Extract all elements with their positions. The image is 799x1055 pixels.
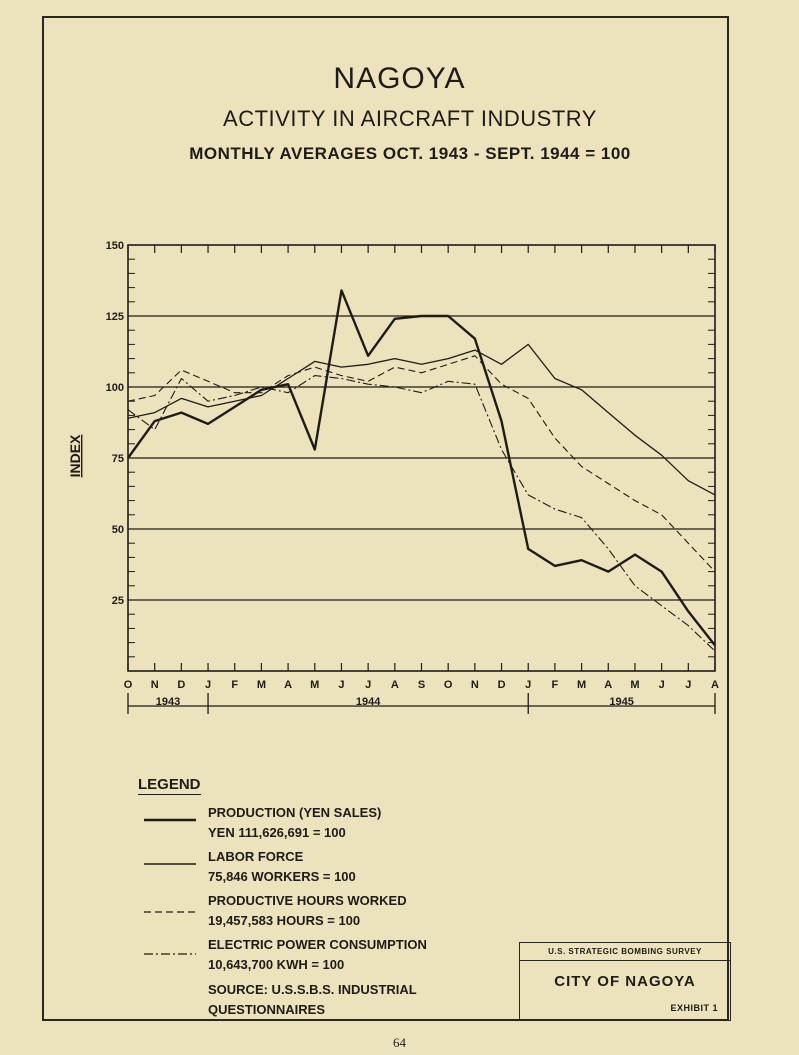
y-tick-label: 75 bbox=[111, 453, 124, 465]
y-axis-label: INDEX bbox=[67, 434, 83, 478]
x-tick-label: A bbox=[284, 679, 293, 691]
legend-label: PRODUCTION (YEN SALES) bbox=[208, 805, 382, 820]
y-tick-label: 100 bbox=[105, 382, 124, 394]
y-tick-label: 25 bbox=[111, 595, 124, 607]
year-label: 1944 bbox=[355, 696, 381, 708]
ussbs-city: CITY OF NAGOYA bbox=[554, 973, 696, 990]
x-tick-label: M bbox=[256, 679, 266, 691]
ussbs-header: U.S. STRATEGIC BOMBING SURVEY bbox=[520, 943, 730, 961]
series-lines bbox=[128, 290, 715, 651]
x-tick-label: F bbox=[551, 679, 559, 691]
x-tick-label: J bbox=[525, 679, 532, 691]
legend-swatch-productive-hours bbox=[144, 909, 196, 915]
x-tick-label: N bbox=[150, 679, 159, 691]
legend-label: PRODUCTIVE HOURS WORKED bbox=[208, 893, 407, 908]
x-tick-label: D bbox=[497, 679, 506, 691]
legend-label: ELECTRIC POWER CONSUMPTION bbox=[208, 937, 427, 952]
year-label: 1945 bbox=[609, 696, 634, 708]
x-tick-label: F bbox=[231, 679, 239, 691]
chart-subtitle-baseline: MONTHLY AVERAGES OCT. 1943 - SEPT. 1944 = 100 bbox=[189, 144, 631, 163]
x-tick-label: N bbox=[470, 679, 479, 691]
y-tick-label: 125 bbox=[105, 311, 124, 323]
x-tick-label: M bbox=[630, 679, 640, 691]
legend-swatch-electric-power bbox=[144, 951, 196, 957]
x-tick-label: J bbox=[338, 679, 345, 691]
series-line-production-yen-sales bbox=[128, 290, 715, 645]
x-tick-label: J bbox=[204, 679, 212, 691]
legend-baseline: 10,643,700 KWH = 100 bbox=[208, 957, 345, 972]
grid-lines bbox=[128, 316, 715, 600]
x-tick-label: J bbox=[658, 679, 665, 691]
ussbs-exhibit: EXHIBIT 1 bbox=[670, 1003, 718, 1013]
legend-baseline: YEN 111,626,691 = 100 bbox=[208, 825, 346, 840]
chart-subtitle: ACTIVITY IN AIRCRAFT INDUSTRY bbox=[223, 106, 597, 131]
axis-labels bbox=[106, 240, 719, 714]
x-tick-label: J bbox=[685, 679, 692, 691]
source-line-2: QUESTIONNAIRES bbox=[208, 1002, 326, 1017]
legend-swatch-production bbox=[144, 817, 196, 823]
x-tick-label: A bbox=[390, 679, 399, 691]
legend-baseline: 19,457,583 HOURS = 100 bbox=[208, 913, 361, 928]
y-tick-label: 50 bbox=[111, 524, 124, 536]
x-tick-label: A bbox=[604, 679, 613, 691]
legend-label: LABOR FORCE bbox=[208, 849, 304, 864]
x-tick-label: S bbox=[417, 679, 426, 691]
y-tick-label: 150 bbox=[105, 240, 124, 252]
x-tick-label: J bbox=[365, 679, 372, 691]
x-tick-label: M bbox=[577, 679, 587, 691]
legend-baseline: 75,846 WORKERS = 100 bbox=[208, 869, 356, 884]
source-note bbox=[208, 980, 508, 1020]
x-tick-label: A bbox=[711, 679, 719, 691]
chart-title: NAGOYA bbox=[333, 62, 466, 95]
series-line-electric-power-consumption bbox=[128, 376, 715, 651]
legend-title: LEGEND bbox=[138, 776, 201, 793]
x-tick-label: O bbox=[123, 679, 133, 691]
page-number: 64 bbox=[393, 1035, 406, 1050]
series-line-productive-hours-worked bbox=[128, 356, 715, 572]
year-label: 1943 bbox=[155, 696, 181, 708]
legend-swatch-labor-force bbox=[144, 861, 196, 867]
ussbs-title-block bbox=[519, 942, 731, 1021]
x-tick-label: M bbox=[310, 679, 320, 691]
source-line-1: SOURCE: U.S.S.B.S. INDUSTRIAL bbox=[208, 982, 417, 997]
x-tick-label: O bbox=[443, 679, 453, 691]
x-tick-label: D bbox=[177, 679, 186, 691]
